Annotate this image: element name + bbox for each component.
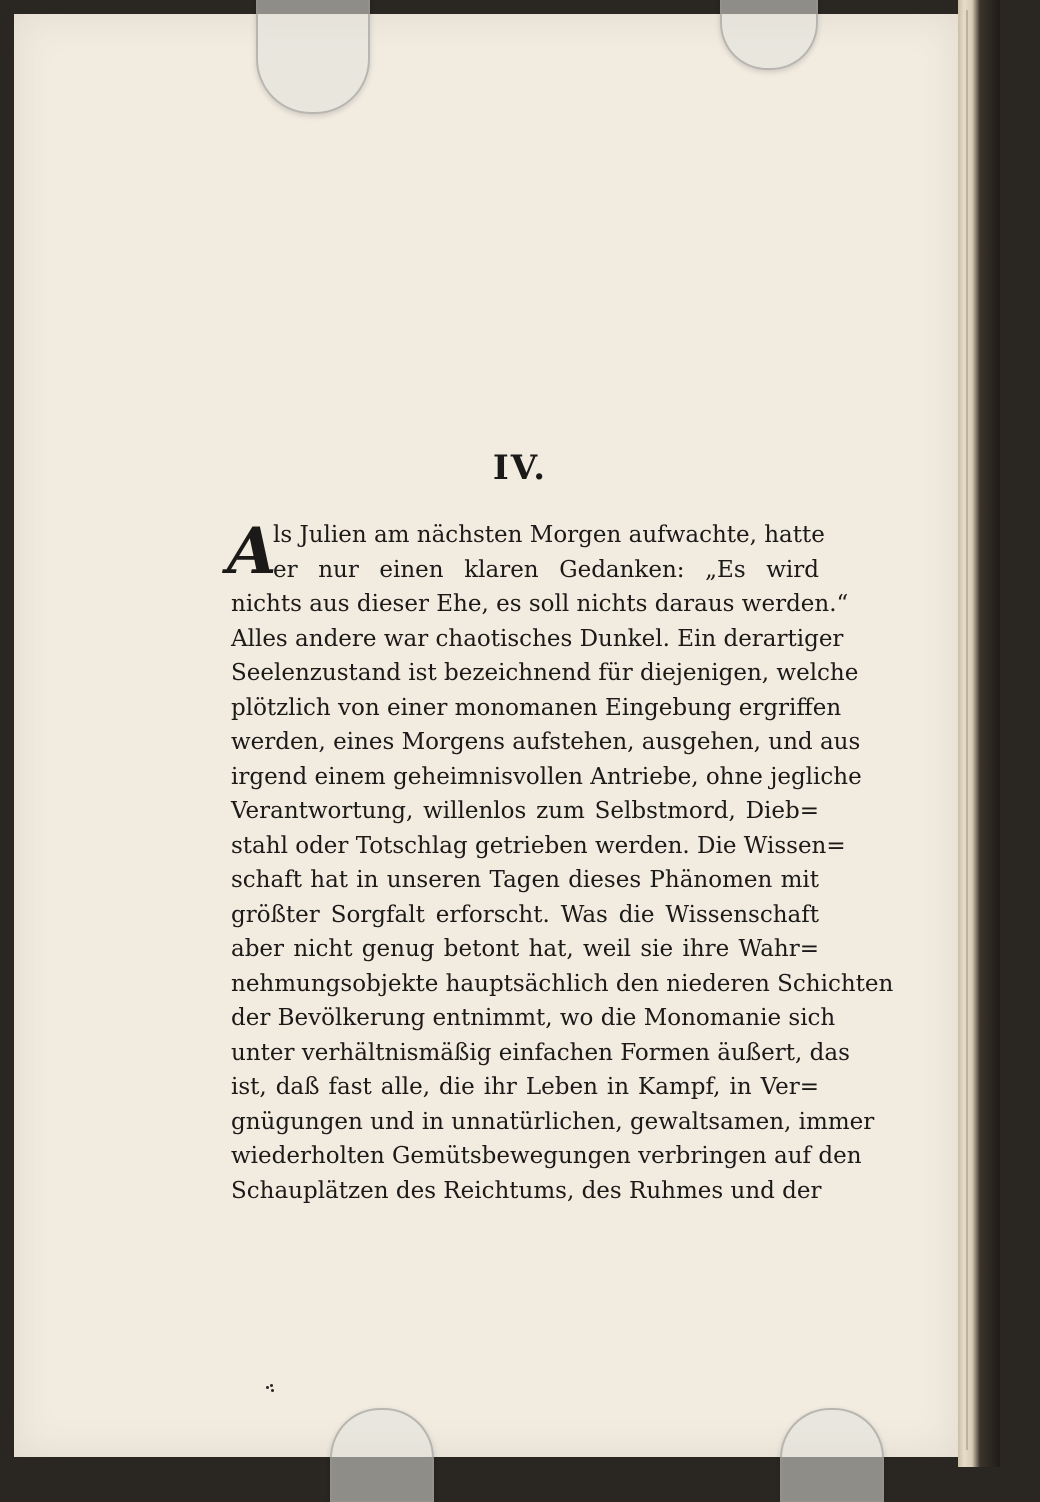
page-clip-top-left	[256, 0, 370, 114]
text-line: werden, eines Morgens aufstehen, ausgehen, und aus	[231, 729, 861, 755]
text-line: größter Sorgfalt erforscht. Was die Wissenschaft	[231, 901, 819, 928]
page-clip-bottom-right	[780, 1408, 884, 1502]
page-edge-line	[966, 10, 968, 1450]
chapter-paragraph	[227, 514, 894, 1208]
text-line: Schauplätzen des Reichtums, des Ruhmes und der	[231, 1177, 822, 1204]
text-line: irgend einem geheimnisvollen Antriebe, ohne jegliche	[231, 763, 862, 790]
book-spine	[958, 0, 1000, 1467]
page-clip-bottom-left	[330, 1408, 434, 1502]
text-line: nehmungsobjekte hauptsächlich den niederen Schichten	[231, 970, 894, 997]
drop-initial: A	[227, 514, 277, 589]
chapter-heading: IV.	[492, 448, 548, 488]
text-line: Verantwortung, willenlos zum Selbstmord, Dieb=	[231, 798, 819, 824]
text-line: stahl oder Totschlag getrieben werden. Die Wissen=	[231, 832, 846, 859]
text-line: unter verhältnismäßig einfachen Formen äußert, das	[231, 1039, 850, 1066]
text-line: nichts aus dieser Ehe, es soll nichts daraus werden.“	[231, 591, 849, 617]
text-line: der Bevölkerung entnimmt, wo die Monomanie sich	[231, 1005, 836, 1031]
text-line: Seelenzustand ist bezeichnend für diejenigen, welche	[231, 660, 859, 686]
ink-speck	[266, 1384, 276, 1394]
text-line: wiederholten Gemütsbewegungen verbringen auf den	[231, 1143, 862, 1169]
text-line: plötzlich von einer monomanen Eingebung ergriffen	[231, 694, 842, 721]
text-line: schaft hat in unseren Tagen dieses Phänomen mit	[231, 867, 819, 893]
text-line: ls Julien am nächsten Morgen aufwachte, hatte	[273, 522, 825, 548]
text-line: ist, daß fast alle, die ihr Leben in Kampf, in Ver=	[231, 1074, 819, 1100]
text-line: er nur einen klaren Gedanken: „Es wird	[273, 556, 819, 583]
text-line: Alles andere war chaotisches Dunkel. Ein derartiger	[231, 625, 844, 652]
text-line: aber nicht genug betont hat, weil sie ihre Wahr=	[231, 936, 819, 962]
text-line: gnügungen und in unnatürlichen, gewaltsamen, immer	[231, 1108, 875, 1135]
